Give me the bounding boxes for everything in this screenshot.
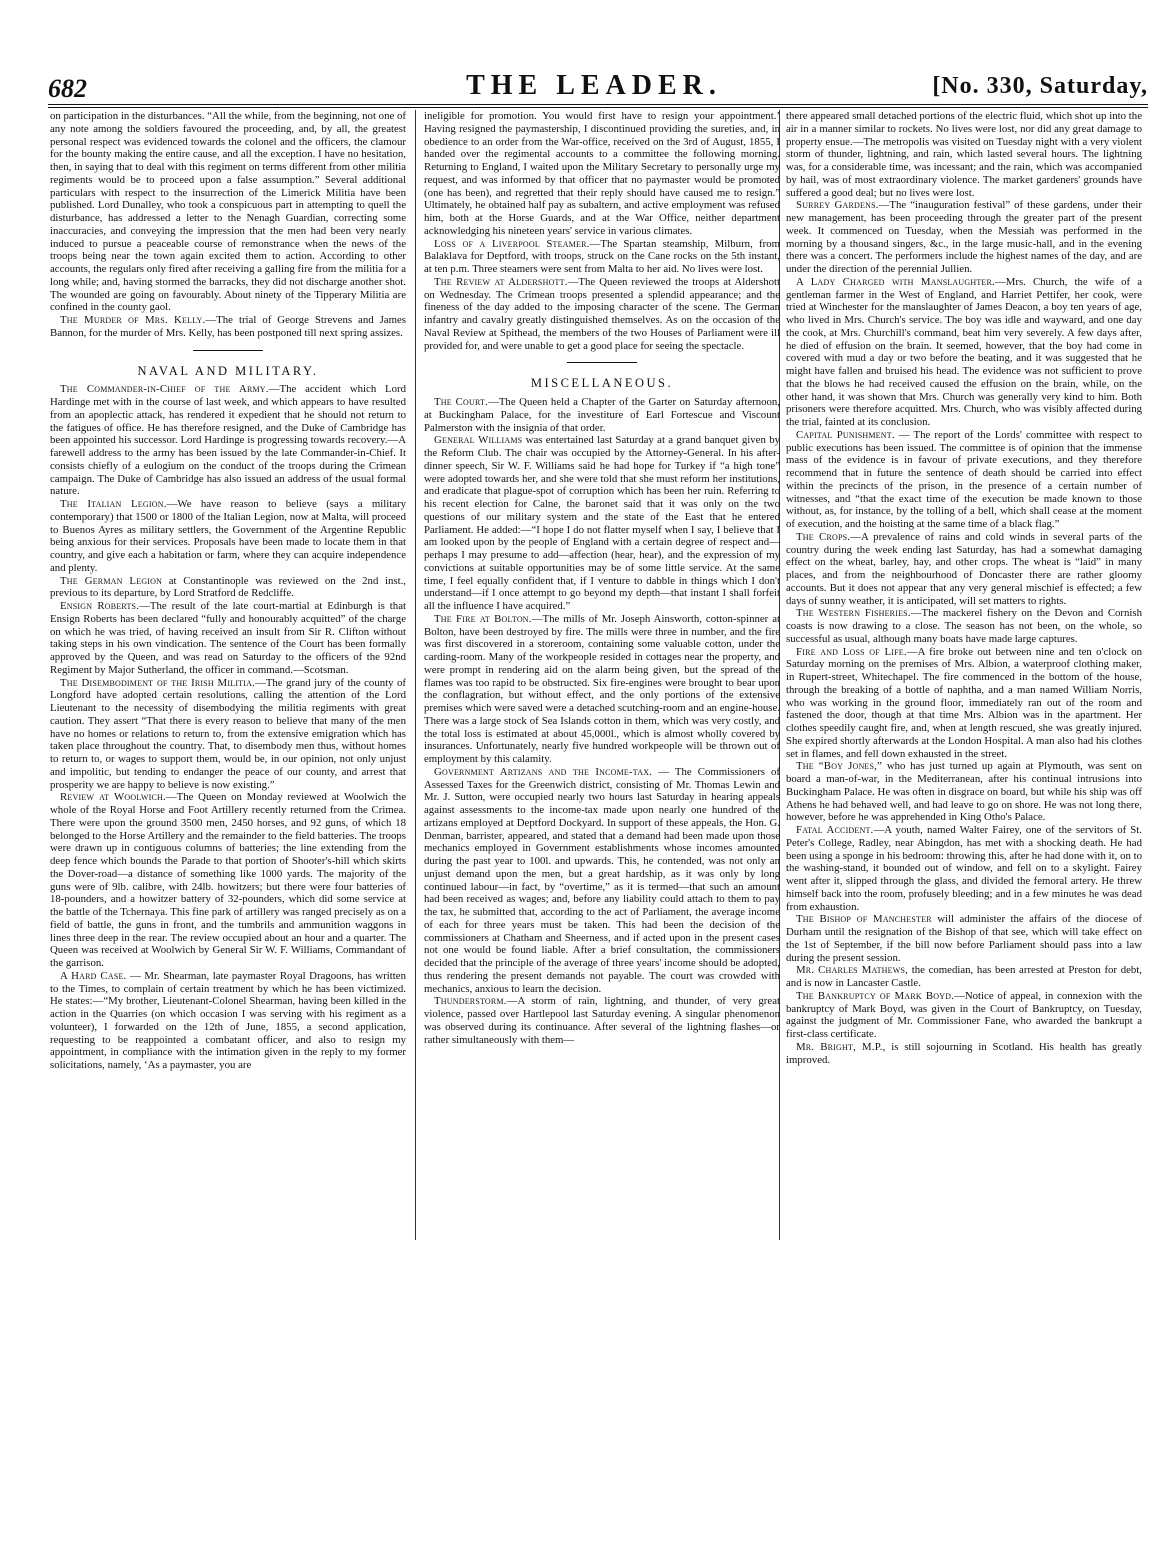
article-body: —The Queen held a Chapter of the Garter on Saturday afternoon, at Buckingham Palace, for the investiture of Earl Fortescue and Viscount Palmerston with the insignia of that order. xyxy=(424,396,780,434)
article-fire-loss-of-life xyxy=(786,646,1142,761)
article-heading: The Western Fisheries. xyxy=(796,607,911,620)
newspaper-title: THE LEADER. xyxy=(466,70,722,101)
article-body: —A youth, named Walter Fairey, one of the servitors of St. Peter's College, Radley, near Abingdon, has met with a shocking death. He had been using a sponge in his bedroom: throwing this, after he had done with it, on to the washing-stand, it bounded out of window, and fell on to a skylight. Fairey went after it, slipped through the glass, and divided the femoral artery. He threw himself back into the room, profusely bleeding; and in a few minutes he was dead from exhaustion. xyxy=(786,824,1142,913)
article-heading: The Commander-in-Chief of the Army. xyxy=(60,383,269,396)
article-heading: Ensign Roberts. xyxy=(60,600,140,612)
article-surrey-gardens xyxy=(786,199,1142,276)
article-government-artizans xyxy=(424,766,780,996)
article-commander-in-chief xyxy=(50,383,406,498)
column-1 xyxy=(50,110,406,1072)
article-body: —The mills of Mr. Joseph Ainsworth, cotton-spinner at Bolton, have been destroyed by fire. The mills were three in number, and the fire was first discovered in a storeroom, containing some valuable cotton, under the carding-room. Many of the workpeople resided in cottages near the property, and were prompt in rendering aid on the alarm being given, but the spread of the flames was too rapid to be obstructed. Six fire-engines were brought to bear upon the conflagration, but without effect, and the only portions of the extensive premises which were saved were a detached scutching-room and an engine-house. There was a large stock of Sea Islands cotton in them, which was very costly, and the total loss is estimated at about 45,000l., which is almost wholly covered by insurances. Unfortunately, nearly five hundred workpeople will be thrown out of employment by this calamity. xyxy=(424,612,781,765)
article-murder-mrs-kelly xyxy=(50,314,406,340)
article-body: —The “inauguration festival” of these gardens, under their new management, has been proceeding through the greater part of the present week. It commenced on Tuesday, when the Messiah was performed in the morning by a thousand singers, &c., in the large music-hall, and in the evening there was a concert. The performers include the highest names of the day, and are under the direction of the perennial Jullien. xyxy=(786,199,1142,275)
article-body: was entertained last Saturday at a grand banquet given by the Reform Club. The chair was occupied by the Attorney-General. In his after-dinner speech, Sir W. F. Williams said he had hope for Turkey if “a high tone” were adopted towards her, and she were told that she must reform her institutions, and eradicate that plague-spot of corruption which has been her ruin. Referring to his recent election for Calne, the baronet said that it was only on the two questions of our military system and the state of the East that he entered Parliament. He added:—“I hope I do not flatter myself when I say, I believe that I am looked upon by the people of England with a certain degree of respect and—perhaps I may presume to add—affection (hear, hear), and the expression of my convictions at suitable opportunities may be of some little service. At the same time, I feel equally confident that, if I venture to dabble in things which I don't understand—if I once attempt to go beyond my depth—that instant I shall forfeit all the influence I have acquired.” xyxy=(424,434,780,612)
article-heading: Fatal Accident. xyxy=(796,824,874,836)
article-ensign-roberts xyxy=(50,600,406,677)
column-divider xyxy=(415,110,416,1240)
article-german-legion xyxy=(50,575,406,601)
article-heading: General Williams xyxy=(434,434,523,447)
column-3 xyxy=(786,110,1142,1066)
article-heading: The Bankruptcy of Mark Boyd. xyxy=(796,989,955,1002)
article-body: —A prevalence of rains and cold winds in several parts of the country during the week ending last Saturday, has had a somewhat damaging effect on the wheat, barley, hay, and other crops. The wheat is “laid” in many places, and from the neighbourhood of Doncaster there are rather gloomy accounts. But it does not appear that any very general mischief is effected; a few days of sunny weather, it is anticipated, will set matters to rights. xyxy=(786,530,1142,607)
section-divider xyxy=(567,362,637,363)
article-body: —The grand jury of the county of Longford have adopted certain resolutions, calling the attention of the Lord Lieutenant to the necessity of disembodying the militia regiments with great caution. They assert “That there is every reason to believe that many of the men have no homes or relations to return to, from the extensive emigration which has taken place throughout the country. That, to disembody men thus, without homes to return to, or wages to support them, would be, in our opinion, not only unjust and impolitic, but tending to endanger the peace of our county, and arrest that prosperity we are happy to believe is now existing.” xyxy=(50,676,406,791)
article-continuation: ineligible for promotion. You would first have to resign your appointment.’ Having resigned the paymastership, I discontinued providing the sureties, and, in obedience to an order from the War-office, received on the 3rd of August, 1855, I handed over the regimental accounts to a committee the following morning. Returning to England, I waited upon the Military Secretary to personally urge my request, and was informed by that officer that no paymaster would be promoted (one has been), and regretted that their reply should have caused me to resign.” Ultimately, he obtained half pay as subaltern, and active employment was refused him, both at the Horse Guards, and at the War Office, neither department acknowledging his nineteen years' service in various climates. xyxy=(424,110,780,237)
article-liverpool-steamer xyxy=(424,238,780,276)
article-body: — Mr. Shearman, late paymaster Royal Dragoons, has written to the Times, to complain of certain treatment by which he has been victimized. He states:—“My brother, Lieutenant-Colonel Shearman, having been killed in the action in the Quarries (on which occasion I was serving with his regiment as a volunteer), I forwarded on the 12th of June, 1855, a second application, requesting to be reappointed a combatant officer, and also to resign my appointment, in compliance with the intimation given in the reply to my former solicitations, namely, ‘As a paymaster, you are xyxy=(50,969,406,1071)
article-review-woolwich xyxy=(50,791,406,970)
article-body: is still sojourning in Scotland. His health has greatly improved. xyxy=(786,1040,1142,1066)
article-body: —A storm of rain, lightning, and thunder, of very great violence, passed over Hartlepool last Saturday evening. A singular phenomenon was observed during its continuance. After several of the lightning flashes—or rather simultaneously with them— xyxy=(424,995,780,1046)
article-heading: The Crops. xyxy=(796,530,851,543)
issue-info: [No. 330, Saturday, xyxy=(932,73,1148,99)
article-continuation: on participation in the disturbances. “All the while, from the beginning, not one of any note among the soldiers favoured the proceeding, and, by all, the greatest personal respect was evidenced towards the colonel and the officers, the clamour for the bounty making the entire cause, and all the exception. I have no hesitation, then, in saying that to deal with this regiment on terms different from other militia regiments would be to proceed upon a false assumption.” Several additional particulars with respect to the insurrection of the Limerick Militia have been published. Lord Dunalley, who took a conspicuous part in attempting to quell the disturbance, has addressed a letter to the Nenagh Guardian, correcting some inaccuracies, and conveying the impression that the men had been very nearly induced to pursue a peaceable course of remonstrance when the news of the troops being near the town again excited them to action. According to other accounts, the regulars only fired after receiving a galling fire from the militia for a long while; and, having stormed the barracks, they did not discharge another shot. The wounded are going on favourably. About ninety of the Tipperary Militia are confined in the county gaol. xyxy=(50,110,406,314)
article-heading: The Court. xyxy=(434,396,489,408)
article-capital-punishment xyxy=(786,429,1142,531)
article-body: the comedian, has been arrested at Preston for debt, and is now in Lancaster Castle. xyxy=(786,964,1142,989)
article-body: —The trial of George Strevens and James Bannon, for the murder of Mrs. Kelly, has been postponed till next spring assizes. xyxy=(50,314,406,339)
article-heading: Thunderstorm. xyxy=(434,995,507,1008)
article-fire-bolton xyxy=(424,613,780,766)
article-lady-manslaughter xyxy=(786,276,1142,429)
article-heading: Loss of a Liverpool Steamer. xyxy=(434,237,590,250)
article-italian-legion xyxy=(50,498,406,575)
article-body: —The Queen on Monday reviewed at Woolwich the whole of the Royal Horse and Foot Artillery recently returned from the Crimea. There were upon the ground 3500 men, 2450 horses, and 92 guns, of which 18 belonged to the Horse Artillery and the remainder to the field batteries. The troops were drawn up in contiguous columns of batteries; the line extending from the deep fence which bounds the Parade to that portion of Shooter's-hill which skirts the Dover-road—a distance of something like 1000 yards. The majority of the guns were of 9lb. calibre, with 24lb. howitzers; but there were four batteries of 18-pounders, and a howitzer battery of 32-pounders, which did some service at the battle of the Tchernaya. This fine park of artillery was ranged precisely as on a field of battle, the guns in front, and the tumbrils and ammunition waggons in lines three deep in the rear. The review occupied about an hour and a quarter. The Queen was received at Woolwich by General Sir W. F. Williams, Commandant of the garrison. xyxy=(50,791,406,969)
article-body: —A fire broke out between nine and ten o'clock on Saturday morning on the premises of Mrs. Albion, a waterproof clothing maker, in Rupert-street, Whitechapel. The fire commenced in the bottom of the house, through the breaking of a bottle of naphtha, and a man named William Norris, who was working in the ground floor, immediately ran out of the room and fastened the door, though at that time Mrs. Albion was in the apartment. Her clothes speedily caught fire, and, when at length rescued, she was greatly injured. She expired shortly afterwards at the London Hospital. A man also had his clothes set in flames, and fell down exhausted in the street. xyxy=(786,645,1143,760)
masthead-rule-thin xyxy=(48,107,1148,108)
article-the-crops xyxy=(786,531,1142,608)
column-2 xyxy=(424,110,780,1046)
article-body: will administer the affairs of the diocese of Durham until the resignation of the Bishop of that see, which will take effect on the 1st of September, if the bill now before Parliament should pass into a law during the present session. xyxy=(786,913,1142,964)
article-heading: Fire and Loss of Life. xyxy=(796,645,907,658)
article-heading: The “Boy Jones,” xyxy=(796,760,883,773)
section-heading-naval-military: NAVAL AND MILITARY. xyxy=(137,363,319,378)
section-heading-miscellaneous: MISCELLANEOUS. xyxy=(530,376,674,391)
article-body: —The result of the late court-martial at Edinburgh is that Ensign Roberts has been declared “fully and honourably acquitted” of the charge on which he was tried, of having received an insult from Sir R. Clifton without taking steps in his own vindication. The sentence of the Court has been formally approved by the Queen, and was read on Saturday to the officers of the 92nd Regiment by Major Sutherland, the officer in command.—Scotsman. xyxy=(50,600,406,676)
article-heading: Capital Punishment. xyxy=(796,428,895,441)
article-heading: Mr. Bright, M.P., xyxy=(796,1040,886,1053)
article-body: —The Spartan steamship, Milburn, from Balaklava for Deptford, with troops, struck on the Cane rocks on the 5th instant, at ten p.m. Three steamers were sent from Malta to her aid. No lives were lost. xyxy=(424,237,780,275)
article-heading: The Disembodiment of the Irish Militia. xyxy=(60,676,256,689)
article-hard-case xyxy=(50,970,406,1072)
article-general-williams xyxy=(424,434,780,613)
article-mark-boyd xyxy=(786,990,1142,1041)
article-mr-bright xyxy=(786,1041,1142,1067)
article-boy-jones xyxy=(786,760,1142,824)
article-heading: The Italian Legion. xyxy=(60,498,167,510)
article-heading: A Hard Case. xyxy=(60,969,127,982)
article-thunderstorm xyxy=(424,995,780,1046)
section-divider xyxy=(193,350,263,351)
article-heading: The German Legion xyxy=(60,574,163,587)
article-bishop-manchester xyxy=(786,913,1142,964)
article-charles-mathews xyxy=(786,964,1142,990)
article-body: — The report of the Lords' committee with respect to public executions has been issued. The committee is of opinion that the immense mass of the evidence is in favour of private executions, and they therefore recommend that in future the sentence of death should be carried into effect within the precincts of the prison, in the presence of a certain number of witnesses, and “that the exact time of the execution be made known to those without, as, for instance, by the tolling of a bell, which shall cease at the moment of execution, and the hoisting at the same time of a black flag.” xyxy=(786,428,1142,530)
article-heading: The Review at Aldershott. xyxy=(434,275,568,288)
article-body: at Constantinople was reviewed on the 2nd inst., previous to its departure, by Lord Stratford de Redcliffe. xyxy=(50,574,406,600)
article-western-fisheries xyxy=(786,607,1142,645)
masthead xyxy=(40,70,1148,104)
article-body: who has just turned up again at Plymouth, was sent on board a man-of-war, in the Mediterranean, after his continual intrusions into Buckingham Palace. He was often in disgrace on board, but while his ship was off Athens he had behaved well, and had leave to go on shore. He was not long there, however, before he was apprehended in King Otho's Palace. xyxy=(786,760,1142,824)
article-heading: Review at Woolwich. xyxy=(60,791,166,804)
article-body: — The Commissioners of Assessed Taxes for the Greenwich district, consisting of Mr. Thomas Lewin and Mr. J. Sutton, were occupied nearly two hours last Saturday in hearing appeals against assessments to the income-tax made upon nearly one hundred of the artizans employed at Deptford Dockyard. In support of these appeals, the Hon. G. Denman, barrister, appeared, and stated that a demand had been made upon those mechanics employed in Government establishments whose incomes amounted during the past year to 100l. and upwards. This, he contended, was not only an unjust demand upon the men, but a great hardship, as it was only by long continued labour—in fact, by “overtime,” as it is termed—that such an amount had been received as wages; and, before any liability could attach to them to pay the tax, he submitted that, according to the act of Parliament, the average income of each for three years must be taken. This had been the decision of the commissioners at Chatham and Sheerness, and if acted upon in the present cases not one would be found liable. After a brief consultation, the commissioners decided that the principle of the average of three years' income should be adopted, thus rendering the present demands not payable. The court was crowded with mechanics, anxious to learn the decision. xyxy=(424,765,780,995)
article-body: —The mackerel fishery on the Devon and Cornish coasts is now drawing to a close. The season has not been, on the whole, so successful as usual, although many boats have made large captures. xyxy=(786,607,1143,645)
article-irish-militia xyxy=(50,677,406,792)
article-the-court xyxy=(424,396,780,434)
masthead-rule xyxy=(48,104,1148,105)
article-fatal-accident xyxy=(786,824,1142,913)
article-review-aldershott xyxy=(424,276,780,353)
article-body: —Notice of appeal, in connexion with the bankruptcy of Mark Boyd, was given in the Court of Bankruptcy, on Tuesday, against the judgment of Mr. Commissioner Fane, who awarded the bankrupt a first-class certificate. xyxy=(786,989,1142,1040)
article-body: —The accident which Lord Hardinge met with in the course of last week, and which appears to have resulted from an apoplectic attack, has rendered it expedient that he should not return to the fatigues of office. He has therefore resigned, and the Duke of Cambridge has been appointed his successor. Lord Hardinge is progressing towards recovery.—A farewell address to the army has been issued by the late Commander-in-Chief. It consists chiefly of a eulogium on the conduct of the troops during the Crimean campaign. The Duke of Cambridge has also issued an address of the usual formal nature. xyxy=(50,383,406,498)
article-body: —We have reason to believe (says a military contemporary) that 1500 or 1800 of the Italian Legion, now at Malta, will proceed to Buenos Ayres as military settlers, the Government of the Argentine Republic being anxious for their services. Proposals have been made to locate them in that country, and give each a habitation or farm, where they can acquire independence and plenty. xyxy=(50,498,407,574)
article-heading: Surrey Gardens. xyxy=(796,199,879,212)
article-heading: The Bishop of Manchester xyxy=(796,913,932,926)
article-heading: Mr. Charles Mathews, xyxy=(796,964,909,977)
article-body: —The Queen reviewed the troops at Aldershott on Wednesday. The Crimean troops presented a splendid appearance; and the fineness of the day added to the imposing character of the scene. The German infantry and cavalry greatly distinguished themselves. As on the occasion of the Naval Review at Spithead, the members of the two Houses of Parliament were ill provided for, and were unable to get a good place for seeing the spectacle. xyxy=(424,275,781,352)
article-heading: The Fire at Bolton. xyxy=(434,612,532,625)
page-number: 682 xyxy=(48,74,87,103)
article-continuation: there appeared small detached portions of the electric fluid, which shot up into the air in a manner similar to rockets. No lives were lost, nor did any great damage to property ensue.—The metropolis was visited on Tuesday night with a very violent storm of thunder, lightning, and rain, which lasted several hours. The lightning was, for a considerable time, was incessant; and the rain, which was accompanied by hail, was of most extraordinary violence. The market gardeners' grounds have suffered a good deal; but no lives were lost. xyxy=(786,110,1142,199)
article-body: —Mrs. Church, the wife of a gentleman farmer in the West of England, and Harriet Pettifer, her cook, were tried at Winchester for the manslaughter of James Deacon, a boy ten years of age, who lived in Mrs. Church's service. The boy was idle and wayward, and one day the cook, at Mrs. Churchill's command, beat him very severely. A few days after, he died of effusion on the brain. It seemed, however, that the boy had come in covered with mud a day or two before the beating, and it was suggested that he might have fallen and bruised his head. The evidence was not sufficient to prove that the blows he had received caused the effusion on the brain, while, on the other hand, it was shown that Mrs. Church was generally very kind to him. Both prisoners were therefore acquitted. Mrs. Church, who was visibly affected during the trial, fainted at its conclusion. xyxy=(786,275,1142,428)
article-heading: Government Artizans and the Income-tax. xyxy=(434,765,653,778)
article-heading: A Lady Charged with Manslaughter. xyxy=(796,275,995,288)
article-heading: The Murder of Mrs. Kelly. xyxy=(60,314,206,326)
